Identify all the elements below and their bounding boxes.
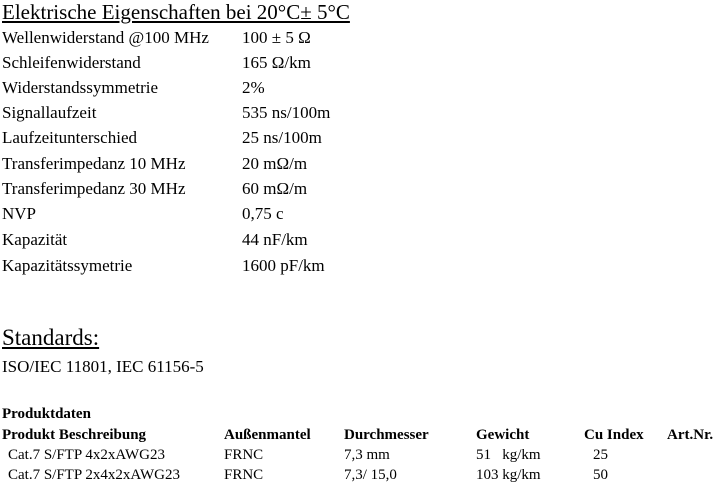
property-label: Transferimpedanz 10 MHz	[2, 154, 186, 173]
table-cell: 7,3 mm	[344, 447, 390, 463]
property-label: Wellenwiderstand @100 MHz	[2, 28, 209, 47]
property-value: 20 mΩ/m	[242, 154, 308, 173]
property-value: 1600 pF/km	[242, 256, 325, 275]
table-cell: 25	[593, 447, 608, 463]
products-title: Produktdaten	[2, 406, 91, 422]
property-value: 0,75 c	[242, 204, 284, 223]
property-value: 535 ns/100m	[242, 103, 331, 122]
table-cell: 51 kg/km	[476, 447, 541, 463]
property-label: NVP	[2, 204, 37, 223]
property-value: 2%	[242, 78, 265, 97]
electrical-title: Elektrische Eigenschaften bei 20°C± 5°C	[2, 0, 350, 24]
property-label: Laufzeitunterschied	[2, 128, 137, 147]
table-cell: 103 kg/km	[476, 467, 541, 483]
column-header: Cu Index	[584, 427, 644, 443]
products-table-header	[0, 424, 720, 446]
property-row	[2, 202, 702, 226]
property-row	[2, 26, 702, 50]
property-row	[2, 177, 702, 201]
table-cell: Cat.7 S/FTP 2x4x2xAWG23	[8, 467, 181, 483]
column-header: Gewicht	[476, 427, 530, 443]
property-row	[2, 254, 702, 278]
property-value: 165 Ω/km	[242, 53, 311, 72]
table-cell: 50	[593, 467, 608, 483]
property-label: Widerstandssymmetrie	[2, 78, 159, 97]
property-value: 100 ± 5 Ω	[242, 28, 311, 47]
property-value: 44 nF/km	[242, 230, 308, 249]
column-header: Außenmantel	[224, 427, 311, 443]
property-label: Schleifenwiderstand	[2, 53, 141, 72]
property-value: 60 mΩ/m	[242, 179, 308, 198]
property-label: Kapazitätssymetrie	[2, 256, 133, 275]
column-header: Durchmesser	[344, 427, 429, 443]
property-label: Kapazität	[2, 230, 68, 249]
property-row	[2, 228, 702, 252]
property-label: Transferimpedanz 30 MHz	[2, 179, 186, 198]
property-row	[2, 101, 702, 125]
property-label: Signallaufzeit	[2, 103, 97, 122]
property-row	[2, 152, 702, 176]
table-cell: 7,3/ 15,0	[344, 467, 397, 483]
table-cell: Cat.7 S/FTP 4x2xAWG23	[8, 447, 166, 463]
column-header: Art.Nr.	[667, 427, 714, 443]
table-row	[0, 444, 720, 466]
table-row	[0, 464, 720, 486]
table-cell: FRNC	[224, 447, 264, 463]
property-row	[2, 51, 702, 75]
standards-text: ISO/IEC 11801, IEC 61156-5	[2, 357, 204, 376]
standards-title: Standards:	[2, 325, 100, 350]
property-value: 25 ns/100m	[242, 128, 322, 147]
property-row	[2, 126, 702, 150]
table-cell: FRNC	[224, 467, 264, 483]
property-row	[2, 76, 702, 100]
column-header: Produkt Beschreibung	[2, 427, 147, 443]
